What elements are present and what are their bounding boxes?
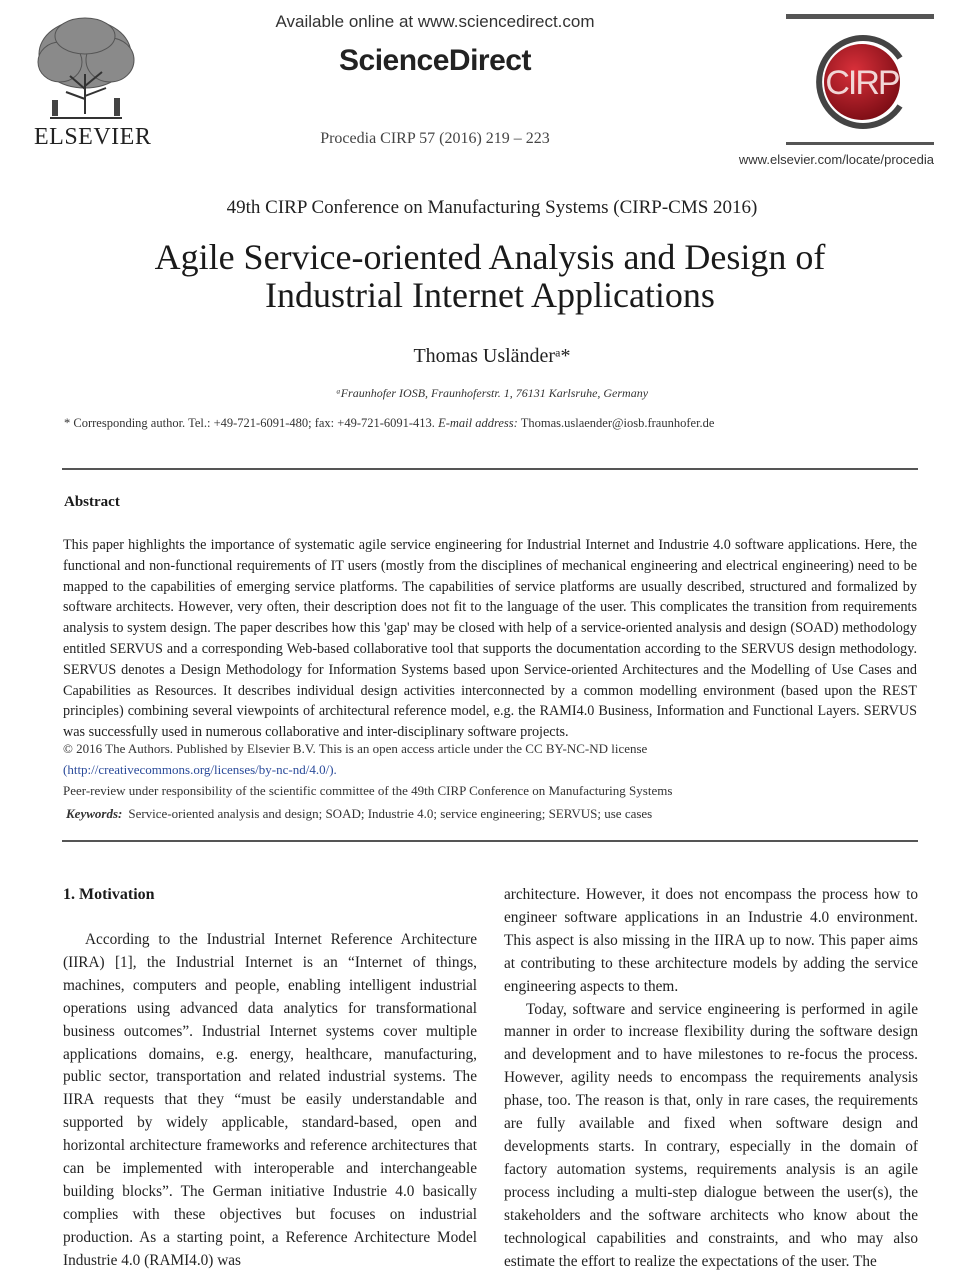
conference-name: 49th CIRP Conference on Manufacturing Systems (CIRP-CMS 2016) [226, 197, 758, 218]
left-column [63, 929, 477, 1273]
publisher-name: ELSEVIER [34, 124, 152, 150]
sciencedirect-wordmark: ScienceDirect [339, 44, 531, 77]
left-paragraph: According to the Industrial Internet Reference Architecture (IIRA) [1], the Industrial Internet is an “Internet of things, machines, computers and people, enabling intelligent industrial operations using advanced data analytics for transformational business outcomes”. Industrial Internet systems cover multiple applications domains, e.g. energy, healthcare, manufacturing, public sector, transportation and related industrial systems. The IIRA requests that they “must be easily understandable and supported by widely applicable, standard-based, open and horizontal architecture frameworks and reference architectures that can be implemented with interoperable and interchangeable building blocks”. The German initiative Industrie 4.0 basically complies with these objectives but focuses on industrial production. As a starting point, a Reference Architecture Model Industrie 4.0 (RAMI4.0) was [63, 931, 477, 1269]
email-address[interactable]: Thomas.uslaender@iosb.fraunhofer.de [520, 416, 715, 430]
divider-top [62, 468, 918, 470]
cirp-logo-text: CIRP [825, 64, 899, 102]
author-affiliation: ᵃFraunhofer IOSB, Fraunhoferstr. 1, 76131 Karlsruhe, Germany [335, 386, 649, 400]
paper-title [80, 238, 900, 314]
corresponding-contact: * Corresponding author. Tel.: +49-721-6091-480; fax: +49-721-6091-413. [64, 416, 435, 430]
corresponding-author [64, 416, 714, 431]
keywords [66, 806, 652, 822]
journal-url[interactable]: www.elsevier.com/locate/procedia [738, 152, 934, 167]
title-line-1: Agile Service-oriented Analysis and Design of [154, 237, 826, 277]
peer-review-note: Peer-review under responsibility of the scientific committee of the 49th CIRP Conference on Manufacturing Systems [63, 783, 673, 798]
journal-reference: Procedia CIRP 57 (2016) 219 – 223 [320, 130, 550, 147]
title-line-2: Industrial Internet Applications [265, 275, 715, 315]
available-online-text: Available online at www.sciencedirect.com [275, 12, 595, 31]
right-column [504, 884, 918, 1273]
abstract-text: This paper highlights the importance of systematic agile service engineering for Industrial Internet and Industrie 4.0 software applications. Here, the functional and non-functional requirements of IT users (mostly from the disciplines of mechanical engineering and electrical engineering) need to be mapped to the capabilities of emerging service platforms. The capabilities of service platforms are usually described, structured and formalized by software architects. However, very often, their description does not fit to the language of the user. This complicates the transition from requirements analysis to system design. The paper describes how this 'gap' may be closed with help of a service-oriented analysis and design (SOAD) methodology entitled SERVUS and a corresponding Web-based collaborative tool that supports the documentation according to the SERVUS design methodology. SERVUS denotes a Design Methodology for Information Systems based upon Service-oriented Architectures and the Modelling of Use Cases and Capabilities as Resources. It describes individual design activities interconnected by a common modelling environment (based upon the REST principles) combining several viewpoints of architectural reference model, e.g. the RAMI4.0 Business, Information and Functional Layers. SERVUS was successfully used in numerous collaborative and inter-disciplinary software projects. [63, 537, 917, 741]
copyright-notice: © 2016 The Authors. Published by Elsevier B.V. This is an open access article under the CC BY-NC-ND license [63, 741, 648, 756]
divider-bottom [62, 840, 918, 842]
logo-rule-top [786, 14, 934, 19]
right-paragraph-2: Today, software and service engineering is performed in agile manner in order to increase flexibility during the software design and development and to have milestones to re-focus the process. However, agility needs to encompass the requirements analysis phase, too. The reason is that, only in rare cases, the requirements are fully available and fixed when software design and developments starts. In contrary, especially in the domain of factory automation systems, requirements analysis is an agile process including a multi-step dialogue between the user(s), the stakeholders and the software architects who know about the technological capabilities and constraints, and who may also estimate the effort to realize the expectations of the user. The [504, 1000, 918, 1270]
logo-rule-bottom [786, 142, 934, 145]
section-heading: 1. Motivation [63, 886, 155, 903]
right-paragraph-1: architecture. However, it does not encompass the process how to engineer software applications in an Industrie 4.0 environment. This aspect is also missing in the IIRA up to now. This paper aims at contributing to these architecture models by adding the service engineering aspects to them. [504, 886, 918, 995]
email-label: E-mail address: [438, 416, 518, 430]
abstract-heading: Abstract [64, 494, 120, 510]
keywords-label: Keywords: [66, 806, 123, 821]
author-name: Thomas Usländerᵃ* [413, 345, 571, 367]
keywords-list: Service-oriented analysis and design; SOAD; Industrie 4.0; service engineering; SERVUS; use cases [128, 806, 653, 821]
cirp-logo [812, 28, 912, 136]
license-link[interactable]: (http://creativecommons.org/licenses/by-nc-nd/4.0/). [63, 762, 337, 777]
